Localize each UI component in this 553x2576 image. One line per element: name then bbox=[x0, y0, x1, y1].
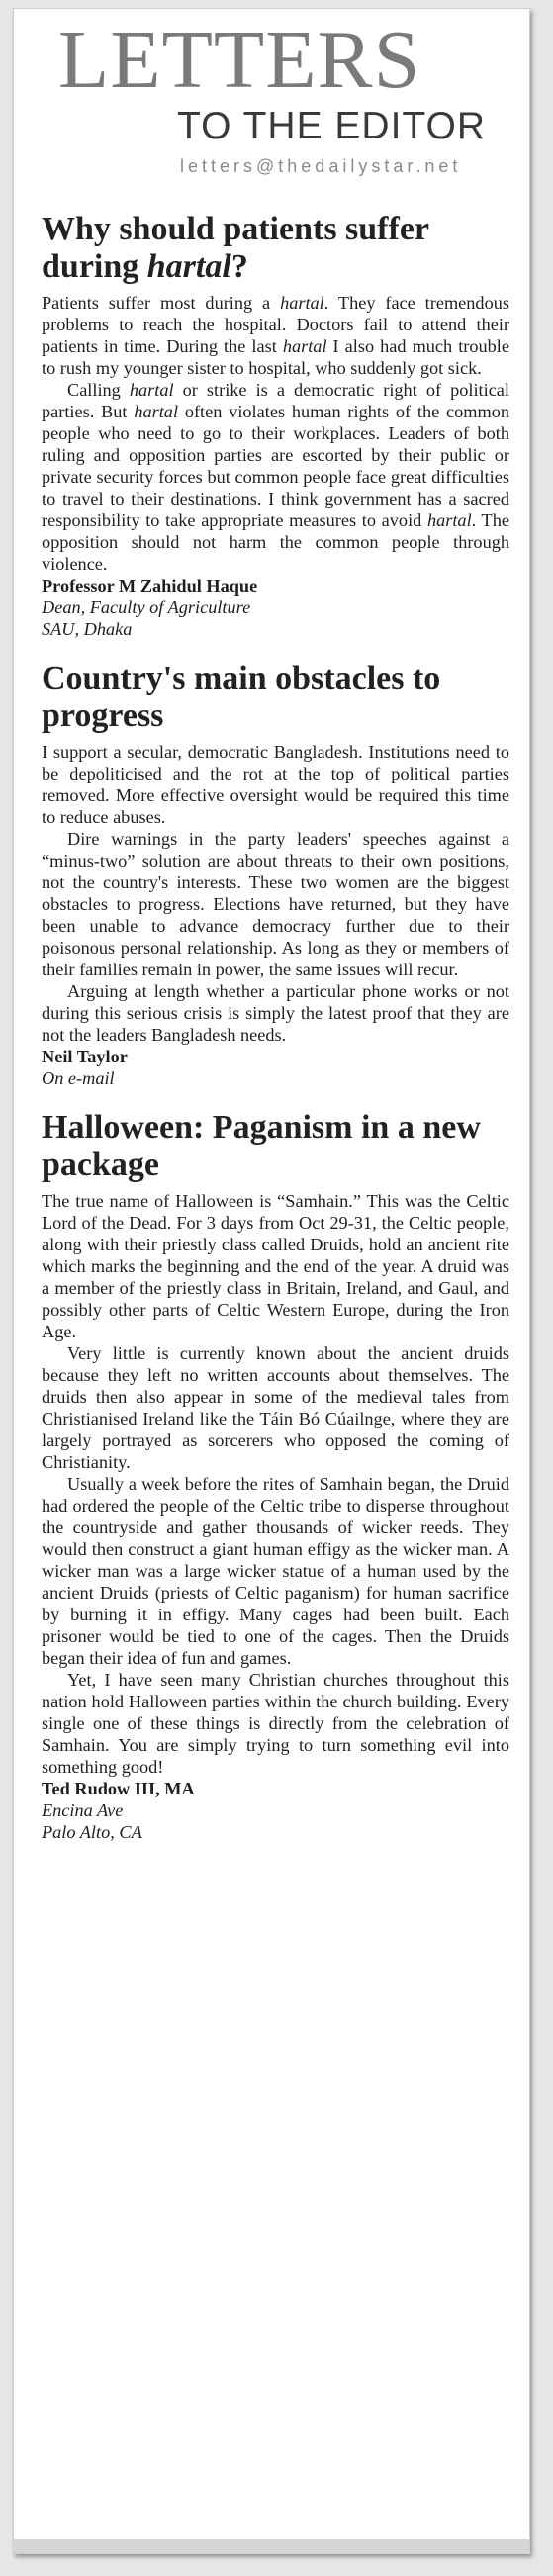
letter-paragraph: I support a secular, democratic Bangladesh. Institutions need to be depoliticised and the rot at the top of political parties removed. More effective oversight would be required this time to reduce abuses. bbox=[42, 742, 509, 827]
page-bottom-rule bbox=[14, 2539, 529, 2553]
letter-obstacles bbox=[42, 660, 509, 1089]
letter-author: Professor M Zahidul Haque bbox=[42, 576, 258, 596]
letter-headline: Halloween: Paganism in a new package bbox=[42, 1109, 481, 1183]
letter-affiliation: Dean, Faculty of Agriculture bbox=[42, 598, 251, 617]
letter-paragraph: Arguing at length whether a particular phone works or not during this serious crisis is simply the latest proof that they are not the leaders Bangladesh needs. bbox=[42, 981, 509, 1045]
masthead bbox=[14, 9, 529, 197]
letter-headline: Why should patients suffer during hartal? bbox=[42, 211, 429, 285]
letter-author: Neil Taylor bbox=[42, 1047, 128, 1066]
letter-paragraph: Usually a week before the rites of Samhain began, the Druid had ordered the people of the Celtic tribe to disperse throughout the countryside and gather thousands of wicker reeds. They would then construct a giant human effigy as the wicker man. A wicker man was a large wicker statue of a human used by the ancient Druids (priests of Celtic paganism) for human sacrifice by burning it in effigy. Many cages had been built. Each prisoner would be tied to one of the cages. Then the Druids began their idea of fun and games. bbox=[42, 1474, 509, 1668]
letter-affiliation: Palo Alto, CA bbox=[42, 1822, 142, 1842]
letter-signature bbox=[42, 575, 509, 640]
newspaper-column bbox=[13, 8, 530, 2554]
letters-content bbox=[14, 211, 529, 1843]
letter-headline: Country's main obstacles to progress bbox=[42, 660, 441, 734]
letter-paragraph: Patients suffer most during a hartal. They face tremendous problems to reach the hospital. Doctors fail to attend their patients in time. During the last hartal I also had much trouble to rush my younger sister to hospital, who suddenly got sick. bbox=[42, 293, 509, 378]
letter-paragraph: Dire warnings in the party leaders' speeches against a “minus-two” solution are about threats to their own positions, not the country's interests. These two women are the biggest obstacles to progress. Elections have returned, but they have been unable to advance democracy further due to their poisonous personal relationship. As long as they or members of their families remain in power, the same issues will recur. bbox=[42, 829, 509, 979]
letter-signature bbox=[42, 1046, 509, 1089]
letter-paragraph: The true name of Halloween is “Samhain.” This was the Celtic Lord of the Dead. For 3 days from Oct 29-31, the Celtic people, along with their priestly class called Druids, hold an ancient rite which marks the beginning and the end of the year. A druid was a member of the priestly class in Britain, Ireland, and Gaul, and possibly other parts of Celtic Western Europe, during the Iron Age. bbox=[42, 1191, 509, 1341]
letter-signature bbox=[42, 1778, 509, 1843]
letter-paragraph: Yet, I have seen many Christian churches throughout this nation hold Halloween parties within the church building. Every single one of these things is directly from the celebration of Samhain. You are simply trying to turn something evil into something good! bbox=[42, 1670, 509, 1777]
letter-affiliation: SAU, Dhaka bbox=[42, 619, 133, 639]
masthead-subtitle: TO THE EDITOR bbox=[177, 105, 487, 147]
letter-author: Ted Rudow III, MA bbox=[42, 1779, 195, 1798]
letter-paragraph: Calling hartal or strike is a democratic right of political parties. But hartal often violates human rights of the common people who need to go to their workplaces. Leaders of both ruling and opposition parties are escorted by their public or private security forces but common people face great difficulties to travel to their destinations. I think government has a sacred responsibility to take appropriate measures to avoid hartal. The opposition should not harm the common people through violence. bbox=[42, 380, 510, 574]
letter-paragraph: Very little is currently known about the ancient druids because they left no written accounts about themselves. The druids then also appear in some of the medieval tales from Christianised Ireland like the Táin Bó Cúailnge, where they are largely portrayed as sorcerers who opposed the coming of Christianity. bbox=[42, 1343, 509, 1472]
letter-hartal bbox=[42, 211, 509, 640]
letter-affiliation: On e-mail bbox=[42, 1068, 115, 1088]
masthead-title: LETTERS bbox=[58, 14, 421, 106]
letter-halloween bbox=[42, 1109, 509, 1843]
letter-affiliation: Encina Ave bbox=[42, 1800, 124, 1820]
masthead-email: letters@thedailystar.net bbox=[180, 156, 462, 176]
